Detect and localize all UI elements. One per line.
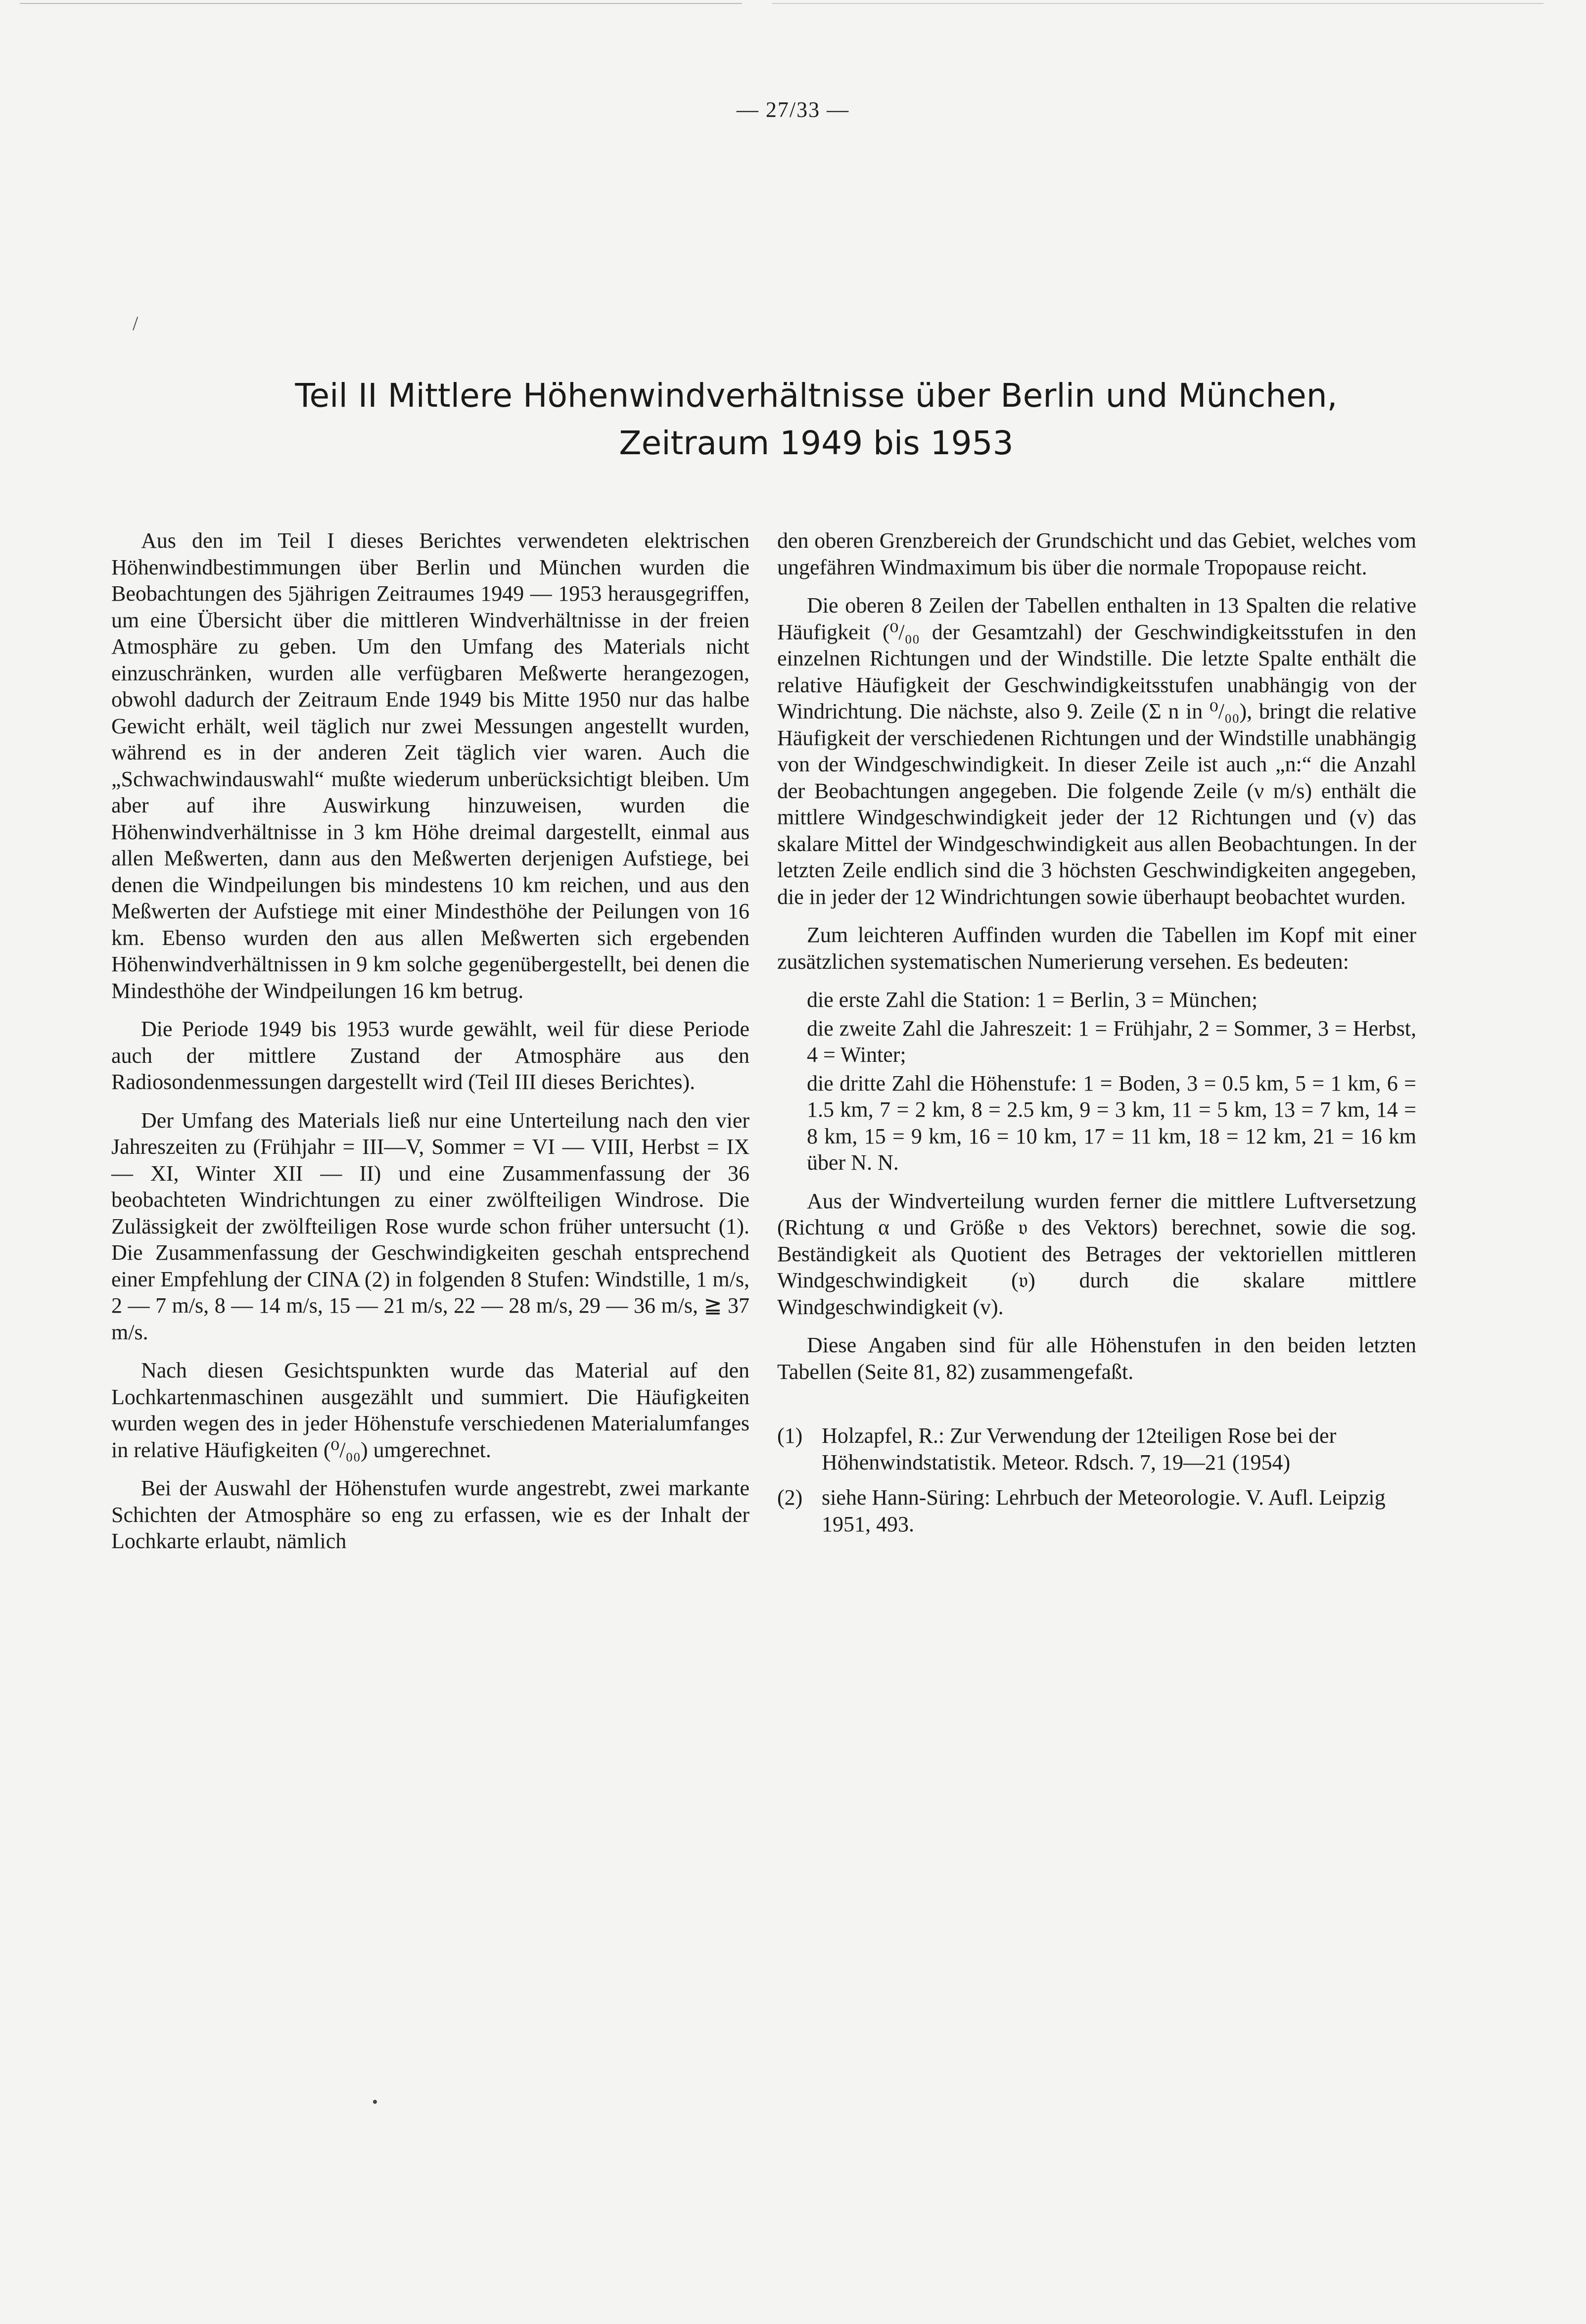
- reference-number: (1): [777, 1423, 803, 1448]
- paragraph: Nach diesen Gesichtspunkten wurde das Material auf den Lochkartenmaschinen ausgezählt und summiert. Die Häufigkeiten wurden wegen des in jeder Höhenstufe verschiedenen Materialumfanges in relative Häufigkeiten (⁰/₀₀) umgerechnet.: [111, 1358, 749, 1462]
- right-column: [777, 527, 1416, 1546]
- paragraph-continuation: den oberen Grenzbereich der Grundschicht und das Gebiet, welches vom ungefähren Windmaximum bis über die normale Tropopause reicht.: [777, 528, 1416, 579]
- paragraph: Die oberen 8 Zeilen der Tabellen enthalten in 13 Spalten die relative Häufigkeit (⁰/₀₀ der Gesamtzahl) der Geschwindigkeitsstufen in den einzelnen Richtungen und der Windstille. Die letzte Spalte enthält die relative Häufigkeit der Geschwindigkeitsstufen unabhängig von der Windrichtung. Die nächste, also 9. Zeile (Σ n in ⁰/₀₀), bringt die relative Häufigkeit der verschiedenen Richtungen und der Windstille unabhängig von der Windgeschwindigkeit. In dieser Zeile ist auch „n:“ die Anzahl der Beobachtungen angegeben. Die folgende Zeile (ν m/s) enthält die mittlere Windgeschwindigkeit jeder der 12 Richtungen und (v) das skalare Mittel der Windgeschwindigkeit aus allen Beobachtungen. In der letzten Zeile endlich sind die 3 höchsten Geschwindigkeiten angegeben, die in jeder der 12 Windrichtungen sowie überhaupt beobachtet wurden.: [777, 593, 1416, 909]
- reference-number: (2): [777, 1485, 803, 1510]
- paragraph: Zum leichteren Auffinden wurden die Tabellen im Kopf mit einer zusätzlichen systematischen Numerierung versehen. Es bedeuten:: [777, 923, 1416, 974]
- left-column: [111, 527, 749, 1566]
- reference-text: siehe Hann-Süring: Lehrbuch der Meteorologie. V. Aufl. Leipzig 1951, 493.: [822, 1485, 1386, 1536]
- paragraph: Aus den im Teil I dieses Berichtes verwendeten elektrischen Höhenwindbestimmungen über Berlin und München wurden die Beobachtungen des 5jährigen Zeitraumes 1949 — 1953 herausgegriffen, um eine Übersicht über die mittleren Windverhältnisse in der freien Atmosphäre zu geben. Um den Umfang des Materials nicht einzuschränken, wurden alle verfügbaren Meßwerte herangezogen, obwohl dadurch der Zeitraum Ende 1949 bis Mitte 1950 nur das halbe Gewicht erhält, weil täglich nur zwei Messungen angestellt wurden, während es in der anderen Zeit täglich vier waren. Auch die „Schwachwindauswahl“ mußte wiederum unberücksichtigt bleiben. Um aber auf ihre Auswirkung hinzuweisen, wurden die Höhenwindverhältnisse in 3 km Höhe dreimal dargestellt, einmal aus allen Meßwerten, dann aus den Meßwerten derjenigen Aufstiege, bei denen die Windpeilungen bis mindestens 10 km reichen, und aus den Meßwerten der Aufstiege mit einer Mindesthöhe der Peilungen von 16 km. Ebenso wurden den aus allen Meßwerten sich ergebenden Höhenwindverhältnissen in 9 km solche gegenübergestellt, bei denen die Mindesthöhe der Windpeilungen 16 km betrug.: [111, 528, 749, 1003]
- list-item: die dritte Zahl die Höhenstufe: 1 = Boden, 3 = 0.5 km, 5 = 1 km, 6 = 1.5 km, 7 = 2 km, 8 = 2.5 km, 9 = 3 km, 11 = 5 km, 13 = 7 km, 14 = 8 km, 15 = 9 km, 16 = 10 km, 17 = 11 km, 18 = 12 km, 21 = 16 km über N. N.: [807, 1071, 1416, 1175]
- page-number: — 27/33 —: [736, 97, 850, 122]
- paragraph: Die Periode 1949 bis 1953 wurde gewählt, weil für diese Periode auch der mittlere Zustand der Atmosphäre aus den Radiosondenmessungen dargestellt wird (Teil III dieses Berichtes).: [111, 1017, 749, 1094]
- paragraph: Der Umfang des Materials ließ nur eine Unterteilung nach den vier Jahreszeiten zu (Frühjahr = III—V, Sommer = VI — VIII, Herbst = IX — XI, Winter XII — II) und eine Zusammenfassung der 36 beobachteten Windrichtungen zu einer zwölfteiligen Windrose. Die Zulässigkeit der zwölfteiligen Rose wurde schon früher untersucht (1). Die Zusammenfassung der Geschwindigkeiten geschah entsprechend einer Empfehlung der CINA (2) in folgenden 8 Stufen: Windstille, 1 m/s, 2 — 7 m/s, 8 — 14 m/s, 15 — 21 m/s, 22 — 28 m/s, 29 — 36 m/s, ≧ 37 m/s.: [111, 1108, 749, 1344]
- page-title: [148, 372, 1484, 467]
- scan-edge-line: [20, 3, 742, 4]
- scan-mark: /: [133, 312, 139, 334]
- reference-item: [777, 1423, 1416, 1475]
- list-item: die zweite Zahl die Jahreszeit: 1 = Frühjahr, 2 = Sommer, 3 = Herbst, 4 = Winter;: [807, 1016, 1416, 1067]
- list-item: die erste Zahl die Station: 1 = Berlin, 3 = München;: [807, 988, 1258, 1012]
- reference-item: [777, 1484, 1416, 1537]
- references: [777, 1423, 1416, 1537]
- reference-text: Holzapfel, R.: Zur Verwendung der 12teiligen Rose bei der Höhenwindstatistik. Meteor. Rdsch. 7, 19—21 (1954): [822, 1423, 1337, 1474]
- title-line-1: Teil II Mittlere Höhenwindverhältnisse über Berlin und München,: [295, 377, 1338, 415]
- paragraph: Bei der Auswahl der Höhenstufen wurde angestrebt, zwei markante Schichten der Atmosphäre so eng zu erfassen, wie es der Inhalt der Lochkarte erlaubt, nämlich: [111, 1476, 749, 1553]
- paragraph: Diese Angaben sind für alle Höhenstufen in den beiden letzten Tabellen (Seite 81, 82) zusammengefaßt.: [777, 1333, 1416, 1384]
- title-line-2: Zeitraum 1949 bis 1953: [619, 424, 1014, 462]
- paragraph: Aus der Windverteilung wurden ferner die mittlere Luftversetzung (Richtung α und Größe 𝔳 des Vektors) berechnet, sowie die sog. Beständigkeit als Quotient des Betrages der vektoriellen mittleren Windgeschwindigkeit (𝔳) durch die skalare mittlere Windgeschwindigkeit (v).: [777, 1188, 1416, 1319]
- scan-mark: •: [372, 2093, 378, 2111]
- scan-edge-line: [772, 3, 1543, 4]
